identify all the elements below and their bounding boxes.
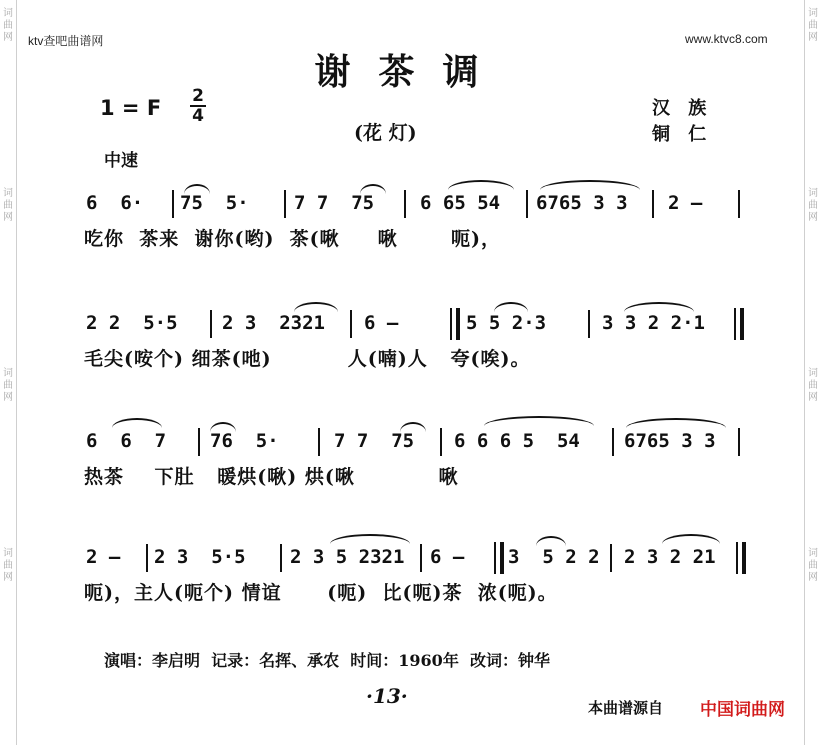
measure: 2 – (86, 546, 121, 568)
staff-notes (0, 540, 821, 574)
measure: 2 3 5·5 (154, 546, 246, 568)
side-watermark: 词曲网 (3, 188, 13, 223)
barline (652, 190, 654, 218)
measure: 2 2 5·5 (86, 312, 178, 334)
slur (540, 180, 640, 190)
staff-notes (0, 306, 821, 340)
lyric-line: 吃你 茶来 谢你(哟) 茶(啾 啾 呃)， (84, 228, 502, 250)
barline (284, 190, 286, 218)
measure: 6 – (364, 312, 399, 334)
measure: 2 – (668, 192, 703, 214)
right-margin-strip (804, 0, 821, 745)
measure: 6 6 6 5 54 (454, 430, 580, 452)
slur (448, 180, 514, 190)
barline (146, 544, 148, 572)
barline (440, 428, 442, 456)
lyric-line: 热茶 下肚 暖烘(啾) 烘(啾 啾 (84, 466, 459, 488)
measure: 2 3 2 21 (624, 546, 716, 568)
final-barline (736, 542, 746, 574)
measure: 76 5· (210, 430, 279, 452)
key-signature: 1 = F (100, 96, 162, 120)
measure: 6 6 7 (86, 430, 167, 452)
measure: 6 65 54 (420, 192, 501, 214)
side-watermark: 词曲网 (3, 8, 13, 43)
measure: 6765 3 3 (624, 430, 716, 452)
measure: 6 – (430, 546, 465, 568)
song-title: 谢茶调 (314, 51, 507, 93)
slur (484, 416, 594, 426)
staff-3 (0, 424, 821, 488)
lyric-line: 毛尖(咹个) 细茶(吔) 人(喃)人 夸(唉)。 (84, 348, 531, 370)
lyric-line: 呃)，主人(呃个) 情谊 (呃) 比(呃)茶 浓(呃)。 (84, 582, 558, 604)
measure: 6 6· (86, 192, 144, 214)
repeat-barline (494, 542, 504, 574)
measure: 75 5· (180, 192, 249, 214)
source-label: 本曲谱源自 (588, 699, 664, 717)
song-subtitle: (花 灯) (354, 122, 417, 144)
staff-notes (0, 186, 821, 220)
barline (588, 310, 590, 338)
left-margin-strip (0, 0, 17, 745)
slur (112, 418, 162, 428)
barline (404, 190, 406, 218)
side-watermark: 词曲网 (808, 8, 818, 43)
barline (350, 310, 352, 338)
side-watermark: 词曲网 (3, 368, 13, 403)
side-watermark: 词曲网 (808, 548, 818, 583)
side-watermark: 词曲网 (808, 368, 818, 403)
barline (198, 428, 200, 456)
slur (662, 534, 720, 544)
slur (624, 302, 694, 312)
time-signature (190, 88, 206, 124)
slur (626, 418, 726, 428)
time-signature-bottom: 4 (192, 106, 204, 126)
time-signature-top: 2 (192, 86, 204, 106)
ethnicity-label: 汉 族 (652, 98, 713, 119)
side-watermark: 词曲网 (808, 188, 818, 223)
slur (494, 302, 528, 312)
measure: 3 3 2 2·1 (602, 312, 705, 334)
barline (280, 544, 282, 572)
side-watermark: 词曲网 (3, 548, 13, 583)
watermark-left: ktv查吧曲谱网 (28, 34, 104, 48)
measure: 5 5 2·3 (466, 312, 547, 334)
credits-line: 演唱：李启明 记录：名挥、承农 时间：1960年 改词：钟华 (104, 651, 550, 670)
barline (210, 310, 212, 338)
staff-4 (0, 540, 821, 604)
slur (294, 302, 338, 312)
place-label: 铜 仁 (652, 124, 713, 145)
measure: 7 7 75 (294, 192, 375, 214)
source-site-link[interactable]: 中国词曲网 (700, 700, 785, 720)
barline (420, 544, 422, 572)
barline (172, 190, 174, 218)
page-number: ·13· (366, 684, 408, 708)
barline (738, 190, 740, 218)
slur (536, 536, 566, 546)
barline (526, 190, 528, 218)
slur (330, 534, 410, 544)
measure: 3 5 2 2 (508, 546, 600, 568)
barline (318, 428, 320, 456)
staff-2 (0, 306, 821, 370)
watermark-right: www.ktvc8.com (685, 32, 768, 46)
measure: 6765 3 3 (536, 192, 628, 214)
repeat-start-barline (450, 308, 460, 340)
repeat-end-barline (734, 308, 744, 340)
tempo-marking: 中速 (104, 151, 138, 171)
barline (738, 428, 740, 456)
measure: 2 3 5 2321 (290, 546, 405, 568)
barline (610, 544, 612, 572)
measure: 2 3 2321 (222, 312, 325, 334)
staff-1 (0, 186, 821, 250)
measure: 7 7 75 (334, 430, 415, 452)
barline (612, 428, 614, 456)
